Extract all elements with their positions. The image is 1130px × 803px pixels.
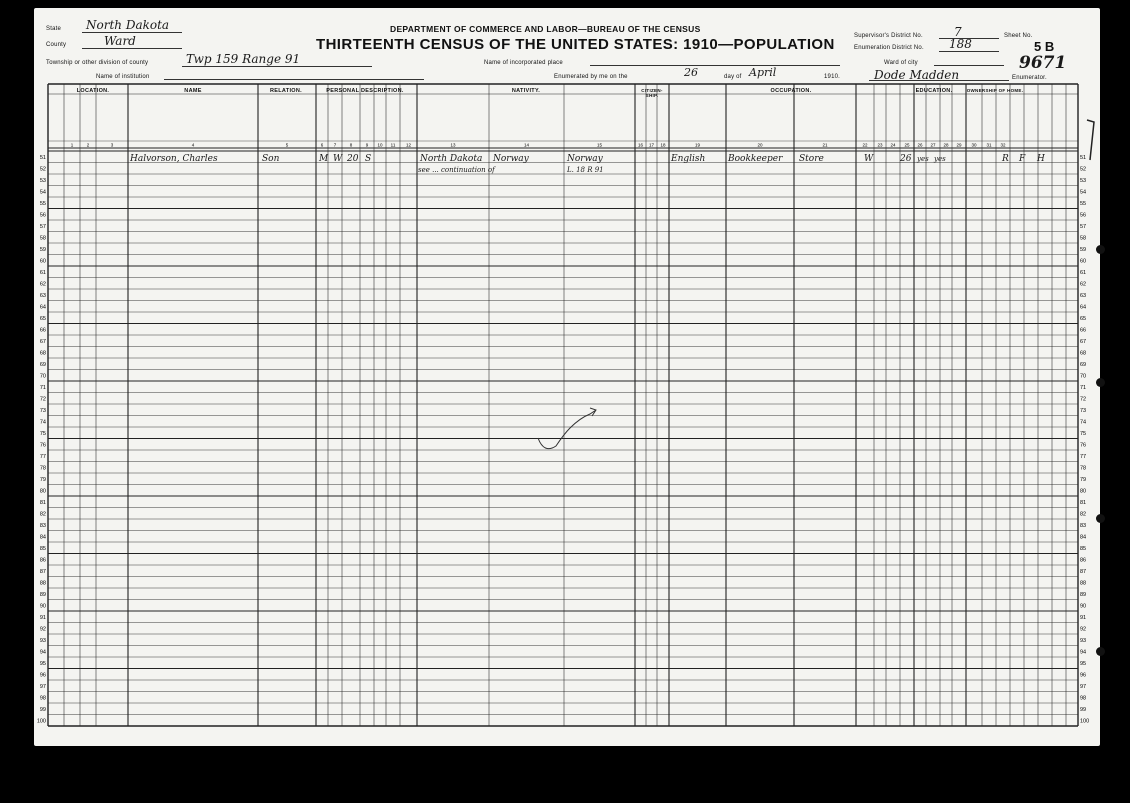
column-number: 25 (904, 142, 910, 148)
line-number-right: 100 (1080, 718, 1090, 725)
column-number: 3 (110, 142, 114, 148)
group-personal: PERSONAL DESCRIPTION. (326, 88, 404, 94)
line-number: 99 (39, 707, 46, 713)
line-number: 57 (39, 224, 46, 230)
line-number-right: 83 (1080, 523, 1087, 529)
entry-mother-birthplace: Norway (567, 154, 603, 164)
line-number: 81 (39, 500, 46, 506)
binder-hole (1096, 647, 1105, 656)
line-number-right: 53 (1080, 178, 1087, 184)
line-number: 61 (39, 270, 46, 276)
line-number: 93 (39, 638, 46, 644)
line-number-right: 96 (1080, 672, 1087, 679)
column-number: 32 (1000, 142, 1006, 148)
binder-hole (1096, 245, 1105, 254)
county-label: County (46, 42, 67, 48)
entry-edu1: yes (917, 155, 929, 163)
line-number-right: 90 (1080, 603, 1087, 610)
line-number: 74 (39, 419, 46, 426)
column-number: 26 (917, 142, 923, 148)
entry-marital: S (365, 154, 372, 164)
line-number-right: 72 (1080, 396, 1087, 403)
line-number: 70 (39, 373, 46, 380)
line-number-right: 71 (1080, 385, 1087, 391)
binder-hole (1096, 378, 1105, 387)
column-number: 23 (877, 142, 883, 148)
column-number: 31 (986, 142, 992, 148)
line-number: 84 (39, 534, 46, 541)
incorporated-label: Name of incorporated place (484, 60, 563, 66)
column-number: 9 (365, 142, 369, 148)
line-number: 88 (39, 580, 46, 587)
line-number: 75 (39, 431, 46, 437)
group-relation: RELATION. (270, 88, 302, 94)
line-number-right: 69 (1080, 362, 1087, 368)
county-value: Ward (104, 34, 136, 48)
entry-own1: R (1002, 154, 1009, 164)
entry-relation: Son (262, 154, 280, 164)
line-number-right: 85 (1080, 546, 1087, 552)
entry-own3: H (1037, 154, 1045, 164)
census-grid (34, 8, 1100, 746)
line-number: 55 (39, 201, 46, 207)
group-ownership: OWNERSHIP OF HOME. (966, 88, 1024, 93)
line-number: 79 (39, 477, 46, 483)
enumerated-label: Enumerated by me on the (554, 74, 628, 80)
line-number: 82 (39, 511, 46, 518)
group-citizenship: CITIZEN-SHIP. (641, 88, 663, 98)
column-number: 4 (191, 142, 195, 148)
column-number: 28 (943, 142, 949, 148)
line-number: 73 (39, 408, 46, 414)
column-number: 22 (862, 142, 868, 148)
column-number: 21 (822, 142, 828, 148)
day-label: day of (724, 74, 742, 80)
line-number-right: 86 (1080, 557, 1087, 564)
line-number: 94 (39, 649, 46, 656)
line-number-right: 55 (1080, 201, 1087, 207)
entry-cont-ref: L. 18 R 91 (567, 166, 604, 174)
column-number: 8 (349, 142, 353, 148)
column-number: 19 (694, 142, 701, 148)
line-number-right: 76 (1080, 442, 1087, 449)
line-number: 68 (39, 350, 46, 357)
line-number-right: 56 (1080, 212, 1087, 219)
line-number-right: 84 (1080, 534, 1087, 541)
column-number: 27 (930, 142, 936, 148)
line-number-right: 59 (1080, 247, 1087, 253)
line-number-right: 94 (1080, 649, 1087, 656)
stamp-number: 9671 (1019, 53, 1067, 73)
column-number: 12 (405, 142, 412, 148)
column-number: 11 (390, 142, 396, 148)
line-number: 78 (39, 465, 46, 472)
line-number: 71 (39, 385, 46, 391)
line-number: 92 (39, 626, 46, 633)
entry-trade: Bookkeeper (728, 154, 783, 164)
column-number: 14 (523, 142, 530, 148)
line-number: 80 (39, 488, 46, 495)
enumeration-value: 188 (949, 37, 972, 51)
line-number-right: 58 (1080, 235, 1087, 242)
column-number: 6 (320, 142, 324, 148)
line-number-right: 70 (1080, 373, 1087, 380)
line-number: 76 (39, 442, 46, 449)
line-number-right: 65 (1080, 316, 1087, 322)
census-sheet (34, 8, 1100, 746)
column-number: 20 (757, 142, 763, 148)
line-number-right: 82 (1080, 511, 1087, 518)
group-name: NAME (184, 88, 202, 94)
column-number: 1 (70, 142, 74, 148)
line-number-right: 60 (1080, 258, 1087, 265)
line-number-right: 89 (1080, 592, 1087, 598)
line-number-right: 80 (1080, 488, 1087, 495)
line-number: 95 (39, 661, 46, 667)
sheet-value: 5 B (1034, 39, 1055, 54)
entry-birthplace: North Dakota (420, 154, 483, 164)
group-education: EDUCATION. (915, 88, 953, 94)
entry-wks: 26 (900, 154, 912, 164)
line-number: 65 (39, 316, 46, 322)
line-number-right: 75 (1080, 431, 1087, 437)
line-number: 89 (39, 592, 46, 598)
line-number: 52 (39, 166, 46, 173)
supervisor-label: Supervisor's District No. (854, 33, 923, 39)
column-number: 17 (648, 142, 655, 148)
line-number-right: 81 (1080, 500, 1087, 506)
line-number: 69 (39, 362, 46, 368)
line-number: 67 (39, 339, 46, 345)
form-title: THIRTEENTH CENSUS OF THE UNITED STATES: 1910—POPULATION (316, 36, 835, 53)
line-number-right: 74 (1080, 419, 1087, 426)
line-number: 97 (39, 684, 46, 690)
line-number-right: 57 (1080, 224, 1087, 230)
entry-industry: Store (799, 154, 824, 164)
entry-edu2: yes (934, 155, 946, 163)
pen-scribble (534, 398, 604, 458)
line-number: 63 (39, 293, 46, 299)
line-number: 56 (39, 212, 46, 219)
line-number: 64 (39, 304, 46, 311)
sheet-label: Sheet No. (1004, 33, 1033, 39)
line-number-right: 79 (1080, 477, 1087, 483)
line-number: 100 (36, 718, 46, 725)
line-number-right: 67 (1080, 339, 1087, 345)
line-number: 58 (39, 235, 46, 242)
entry-name: Halvorson, Charles (130, 154, 218, 164)
year-label: 1910. (824, 74, 841, 80)
institution-label: Name of institution (96, 74, 150, 80)
line-number: 66 (39, 327, 46, 334)
line-number: 98 (39, 695, 46, 702)
column-number: 24 (890, 142, 896, 148)
line-number-right: 62 (1080, 281, 1087, 288)
township-value: Twp 159 Range 91 (186, 52, 301, 66)
column-number: 29 (956, 142, 962, 148)
line-number-right: 54 (1080, 189, 1087, 196)
binder-hole (1096, 514, 1105, 523)
line-number-right: 63 (1080, 293, 1087, 299)
state-value: North Dakota (86, 18, 170, 32)
column-number: 13 (450, 142, 456, 148)
column-number: 2 (86, 142, 90, 148)
line-number: 53 (39, 178, 46, 184)
line-number-right: 95 (1080, 661, 1087, 667)
enumerator-label: Enumerator. (1012, 75, 1047, 81)
column-number: 5 (285, 142, 289, 148)
column-number: 16 (637, 142, 644, 148)
line-number-right: 77 (1080, 454, 1087, 460)
line-number: 83 (39, 523, 46, 529)
line-number: 54 (39, 189, 46, 196)
line-number: 90 (39, 603, 46, 610)
entry-race: W (333, 154, 343, 164)
enumeration-label: Enumeration District No. (854, 45, 924, 51)
line-number-right: 51 (1080, 155, 1087, 161)
ward-label: Ward of city (884, 60, 918, 66)
line-number-right: 64 (1080, 304, 1087, 311)
group-occupation: OCCUPATION. (770, 88, 812, 94)
day-value: 26 (684, 66, 698, 79)
line-number-right: 73 (1080, 408, 1087, 414)
line-number-right: 91 (1080, 615, 1087, 621)
line-number: 96 (39, 672, 46, 679)
township-label: Township or other division of county (46, 60, 149, 66)
line-number-right: 98 (1080, 695, 1087, 702)
column-number: 30 (971, 142, 977, 148)
entry-cont-note: see ... continuation of (418, 166, 495, 174)
line-number-right: 92 (1080, 626, 1087, 633)
line-number-right: 61 (1080, 270, 1087, 276)
line-number-right: 78 (1080, 465, 1087, 472)
supervisor-value: 7 (954, 25, 962, 39)
line-number: 62 (39, 281, 46, 288)
line-number: 72 (39, 396, 46, 403)
entry-employer: W (864, 154, 874, 164)
column-number: 15 (596, 142, 603, 148)
line-number: 51 (39, 155, 46, 161)
margin-mark (1084, 116, 1098, 166)
line-number: 59 (39, 247, 46, 253)
entry-language: English (671, 154, 706, 164)
line-number: 91 (39, 615, 46, 621)
column-number: 10 (377, 142, 383, 148)
line-number: 77 (39, 454, 46, 460)
line-number-right: 52 (1080, 166, 1087, 173)
column-number: 18 (660, 142, 666, 148)
enumerator-value: Dode Madden (874, 68, 960, 82)
column-number: 7 (333, 142, 337, 148)
line-number-right: 97 (1080, 684, 1087, 690)
line-number: 86 (39, 557, 46, 564)
dept-line: DEPARTMENT OF COMMERCE AND LABOR—BUREAU OF THE CENSUS (390, 24, 701, 34)
line-number: 85 (39, 546, 46, 552)
group-location: LOCATION. (76, 88, 110, 94)
line-number-right: 66 (1080, 327, 1087, 334)
group-nativity: NATIVITY. (511, 88, 541, 94)
entry-father-birthplace: Norway (493, 154, 529, 164)
line-number-right: 68 (1080, 350, 1087, 357)
line-number-right: 87 (1080, 569, 1087, 575)
line-number-right: 93 (1080, 638, 1087, 644)
month-value: April (749, 66, 777, 79)
entry-own2: F (1019, 154, 1026, 164)
state-label: State (46, 26, 62, 32)
line-number-right: 99 (1080, 707, 1087, 713)
line-number: 87 (39, 569, 46, 575)
entry-age: 20 (347, 154, 359, 164)
line-number-right: 88 (1080, 580, 1087, 587)
line-number: 60 (39, 258, 46, 265)
entry-sex: M (319, 154, 329, 164)
